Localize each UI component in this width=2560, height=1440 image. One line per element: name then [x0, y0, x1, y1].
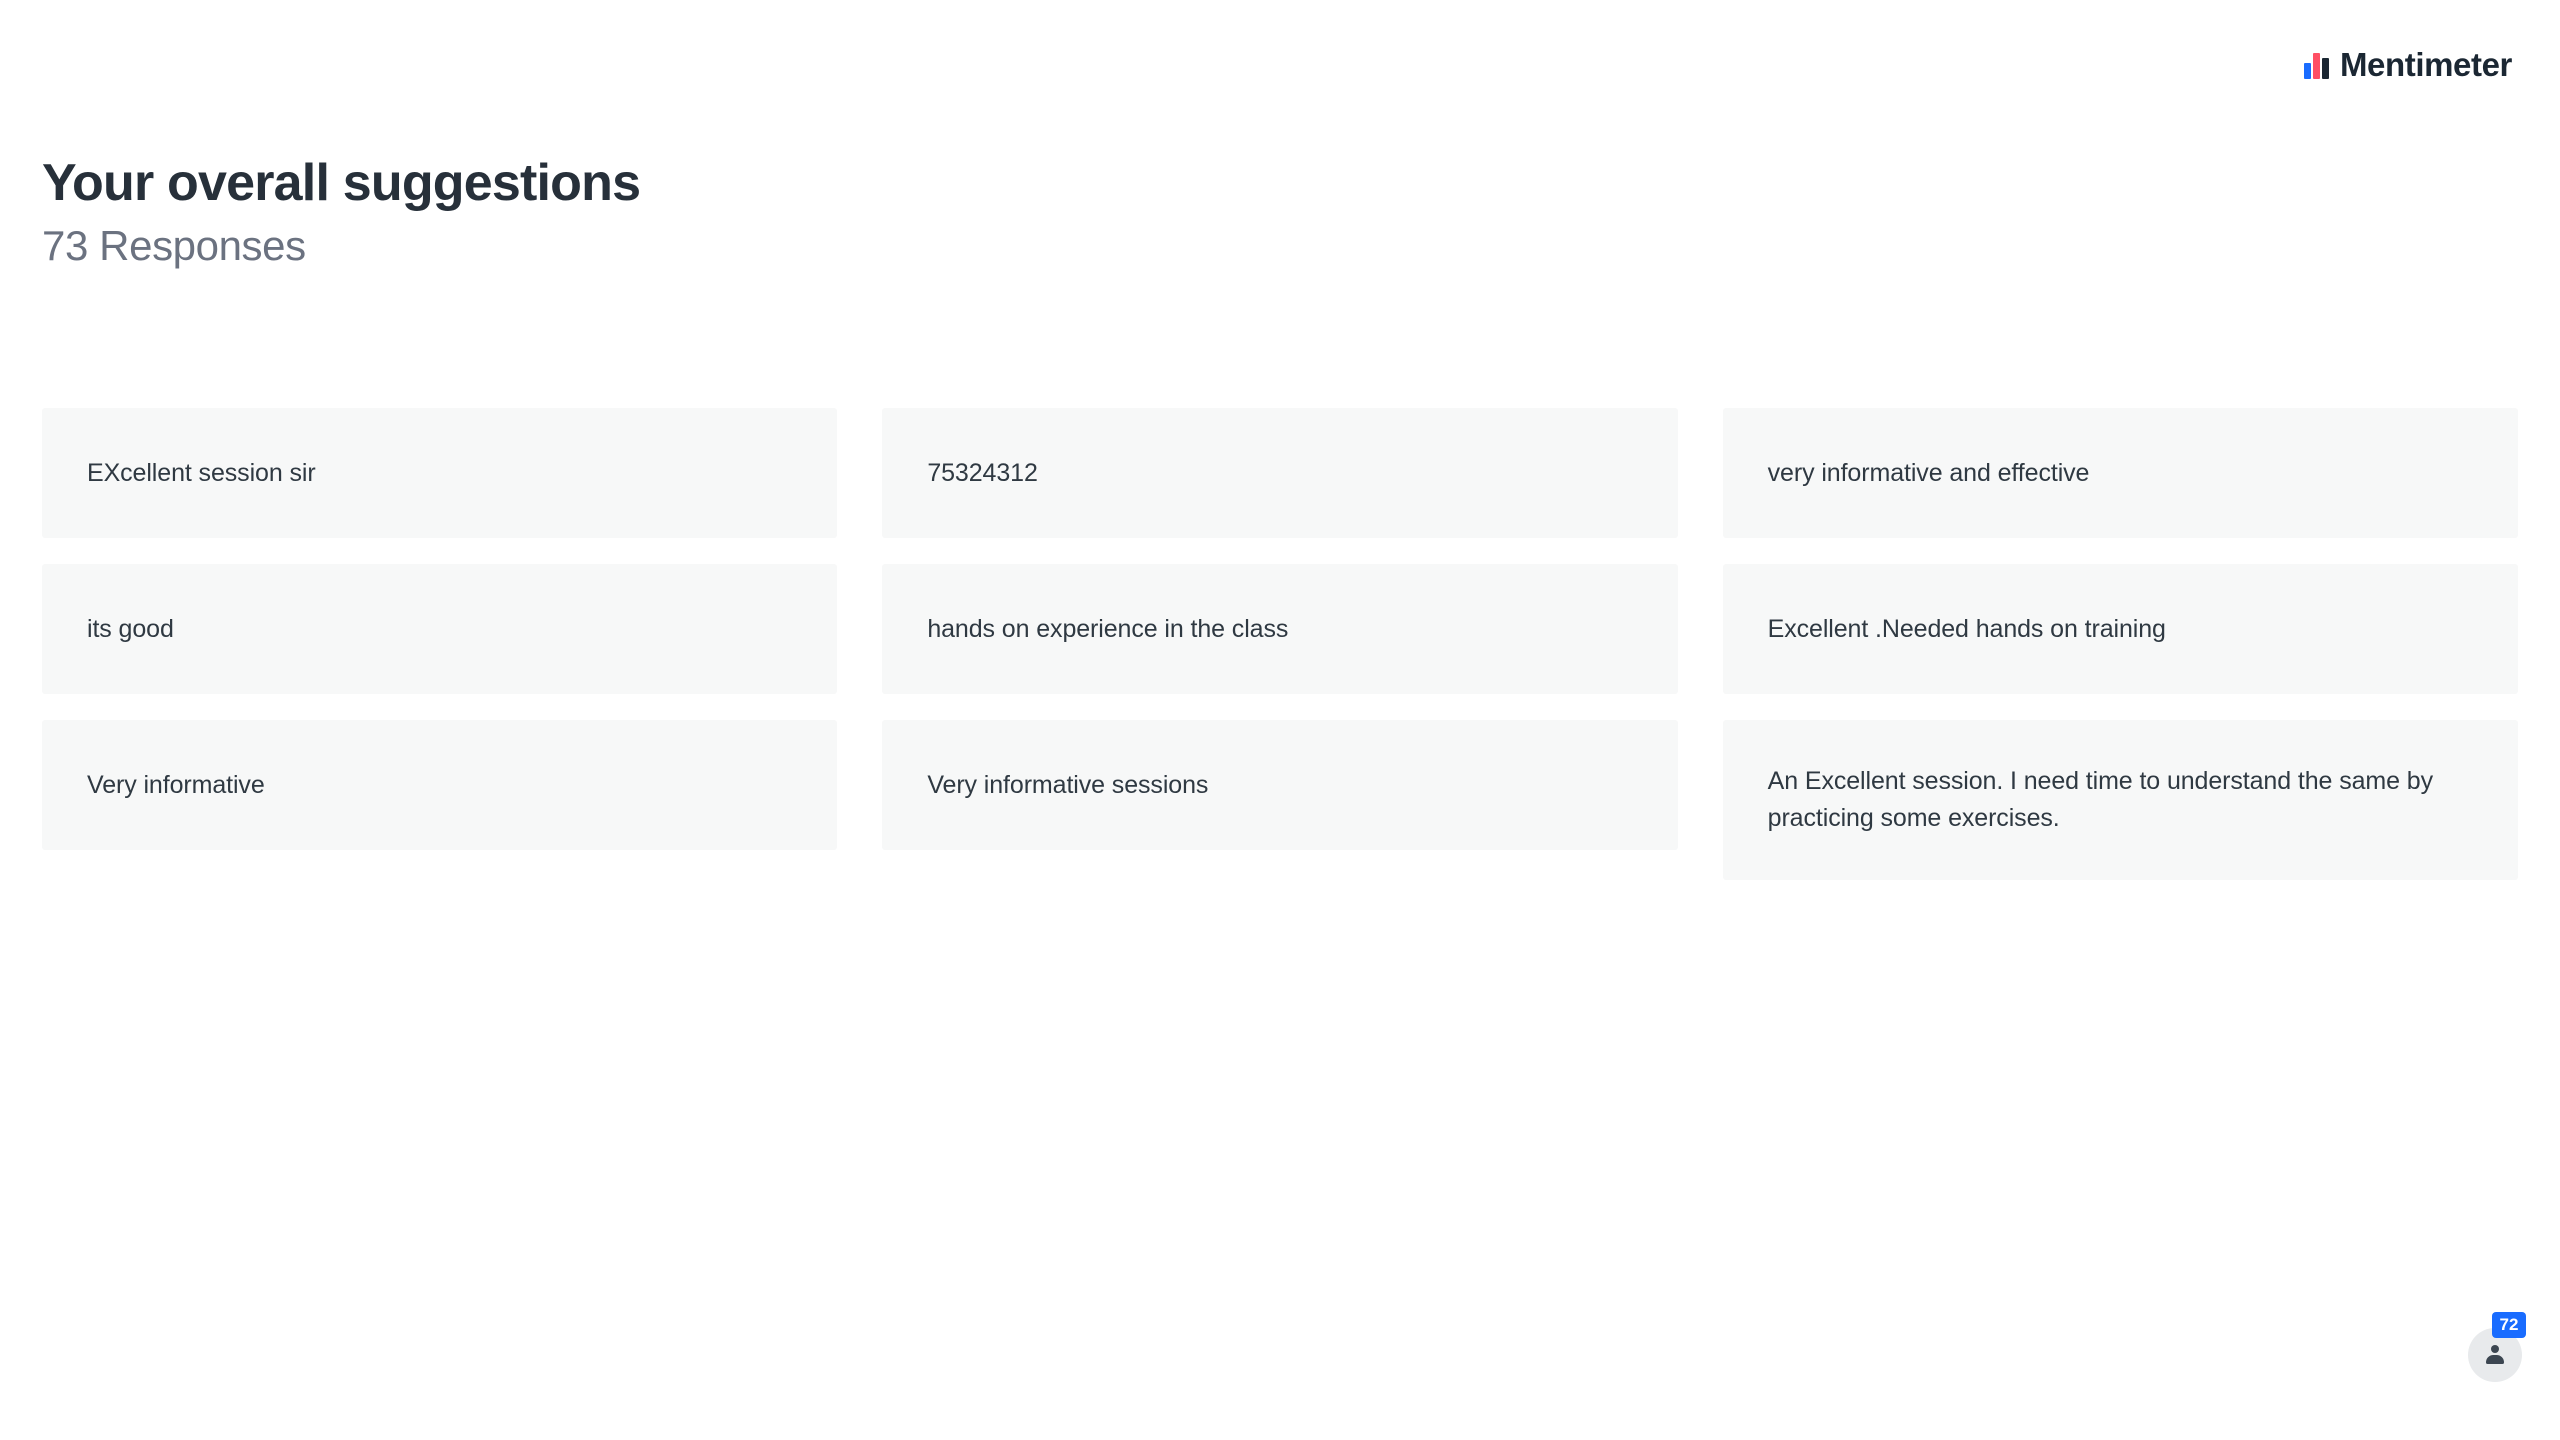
response-card [42, 564, 837, 694]
person-icon [2484, 1344, 2506, 1366]
response-card [42, 408, 837, 538]
response-card [1723, 408, 2518, 538]
page-title: Your overall suggestions [42, 154, 641, 212]
response-card [882, 564, 1677, 694]
response-count: 73 Responses [42, 222, 306, 270]
participants-counter[interactable] [2468, 1315, 2522, 1382]
response-text: Very informative [87, 770, 265, 799]
response-card [1723, 564, 2518, 694]
response-text: Excellent .Needed hands on training [1767, 614, 2166, 643]
response-text: Very informative sessions [927, 770, 1209, 799]
response-text: An Excellent session. I need time to understand the same by practicing some exercises. [1767, 767, 2433, 832]
response-card [882, 408, 1677, 538]
response-text: hands on experience in the class [927, 614, 1289, 643]
response-text: 75324312 [927, 458, 1038, 487]
slide-header [42, 155, 640, 269]
response-card [42, 720, 837, 850]
brand-name: Mentimeter [2339, 46, 2512, 83]
mentimeter-logo-icon [2304, 51, 2330, 79]
response-text: its good [87, 614, 174, 643]
response-card [1723, 720, 2518, 880]
response-card [882, 720, 1677, 850]
responses-grid [42, 408, 2518, 880]
response-text: EXcellent session sir [87, 458, 316, 487]
participants-count-badge: 72 [2492, 1312, 2526, 1338]
response-text: very informative and effective [1767, 458, 2090, 487]
mentimeter-logo [2304, 48, 2512, 81]
